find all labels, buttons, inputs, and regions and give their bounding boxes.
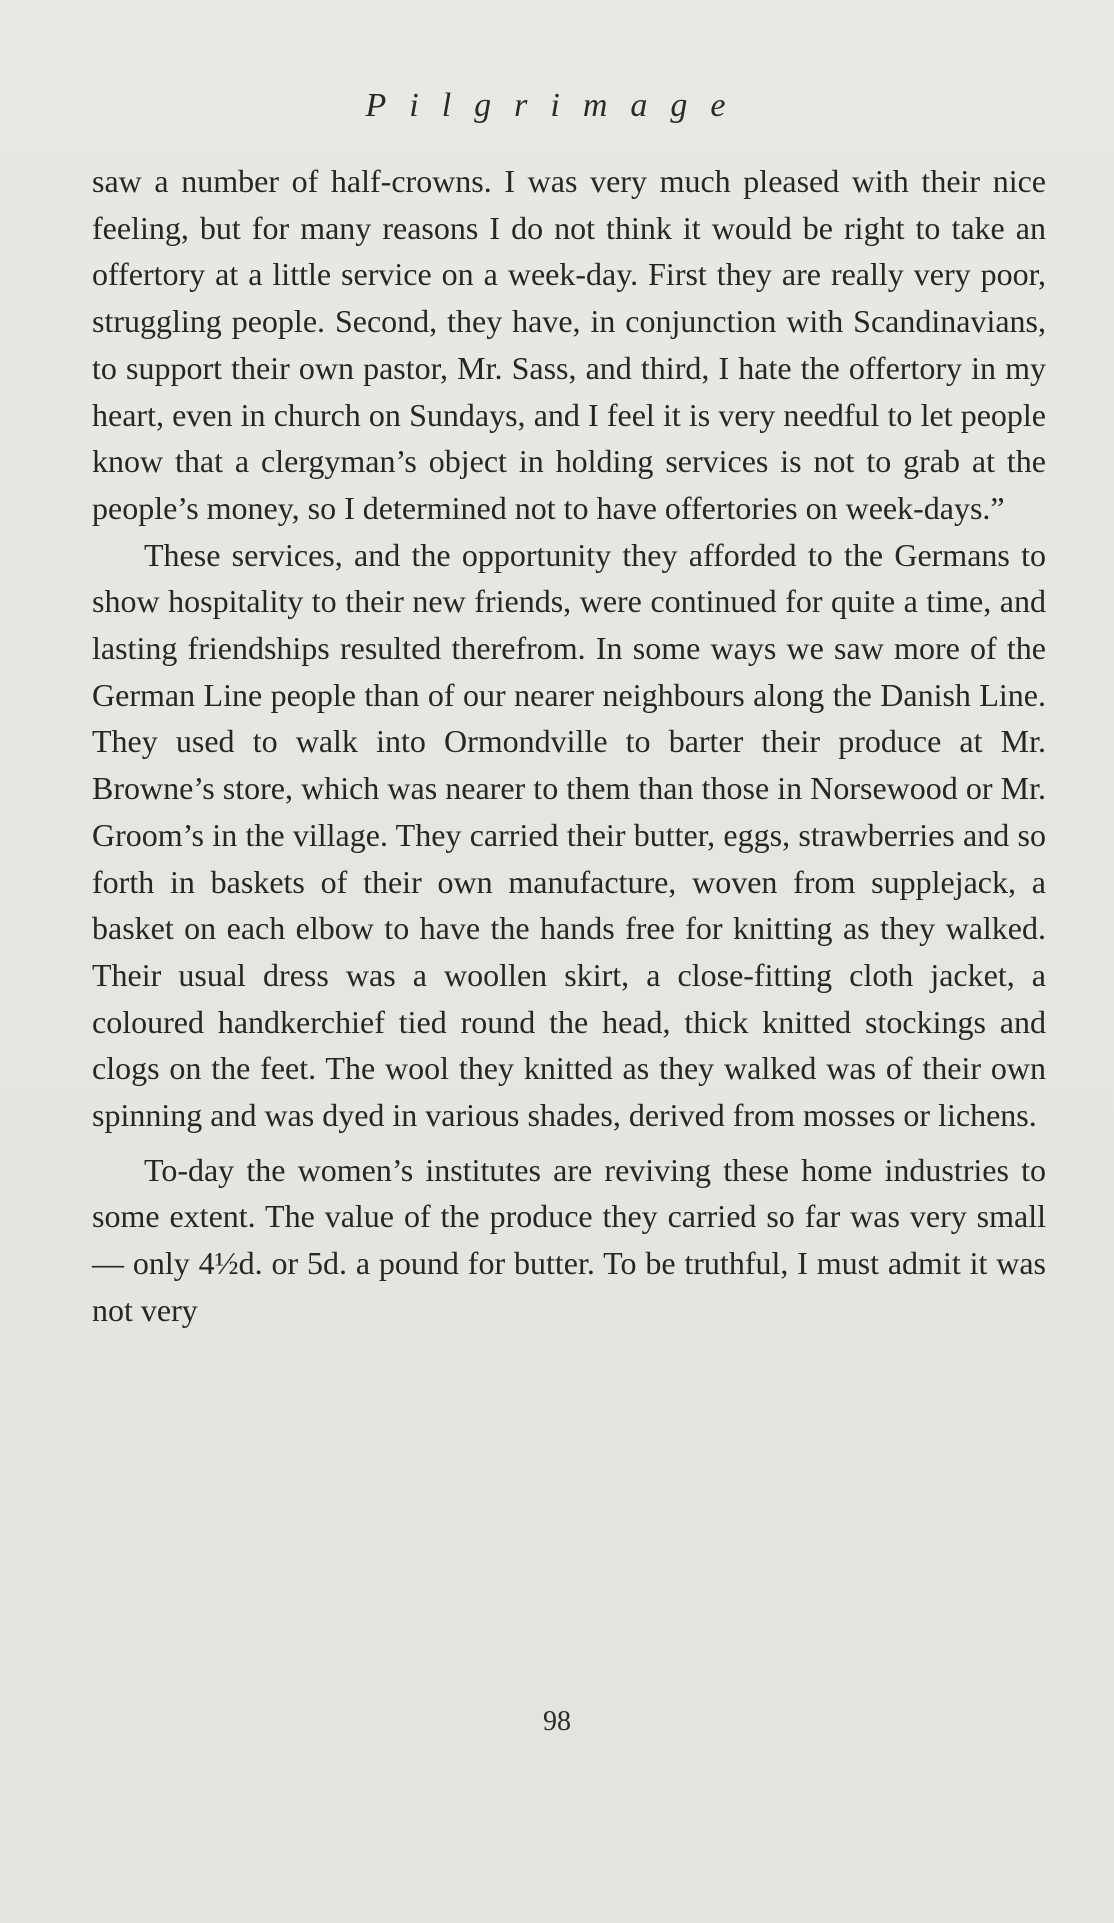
paragraph-1: saw a number of half-crowns. I was very much pleased with their nice feeling, but for many reasons I do not think it would be right to take an offertory at a little service on a week-day. First they are really very poor, struggling people. Second, they have, in conjunction with Scandinavians, to support their own pastor, Mr. Sass, and third, I hate the offertory in my heart, even in church on Sundays, and I feel it is very needful to let people know that a clergyman’s object in holding services is not to grab at the people’s money, so I determined not to have offertories on week-days.” [92,163,1046,526]
page-number: 98 [543,1706,571,1737]
paragraph-2: These services, and the opportunity they afforded to the Germans to show hospitality to their new friends, were continued for quite a time, and lasting friendships resulted therefrom. In some ways we saw more of the German Line people than of our nearer neighbours along the Danish Line. They used to walk into Ormondville to barter their produce at Mr. Browne’s store, which was nearer to them than those in Norsewood or Mr. Groom’s in the village. They carried their butter, eggs, strawberries and so forth in baskets of their own manufacture, woven from supplejack, a basket on each elbow to have the hands free for knitting as they walked. Their usual dress was a woollen skirt, a close-fitting cloth jacket, a coloured handkerchief tied round the head, thick knitted stockings and clogs on the feet. The wool they knitted as they walked was of their own spinning and was dyed in various shades, derived from mosses or lichens. [92,536,1046,1134]
running-head: Pilgrimage [365,87,749,124]
body-text [92,158,1046,1334]
paragraph-3: To-day the women’s institutes are reviving these home industries to some extent. The value of the produce they carried so far was very small — only 4½d. or 5d. a pound for butter. To be truthful, I must admit it was not very [92,1151,1046,1328]
